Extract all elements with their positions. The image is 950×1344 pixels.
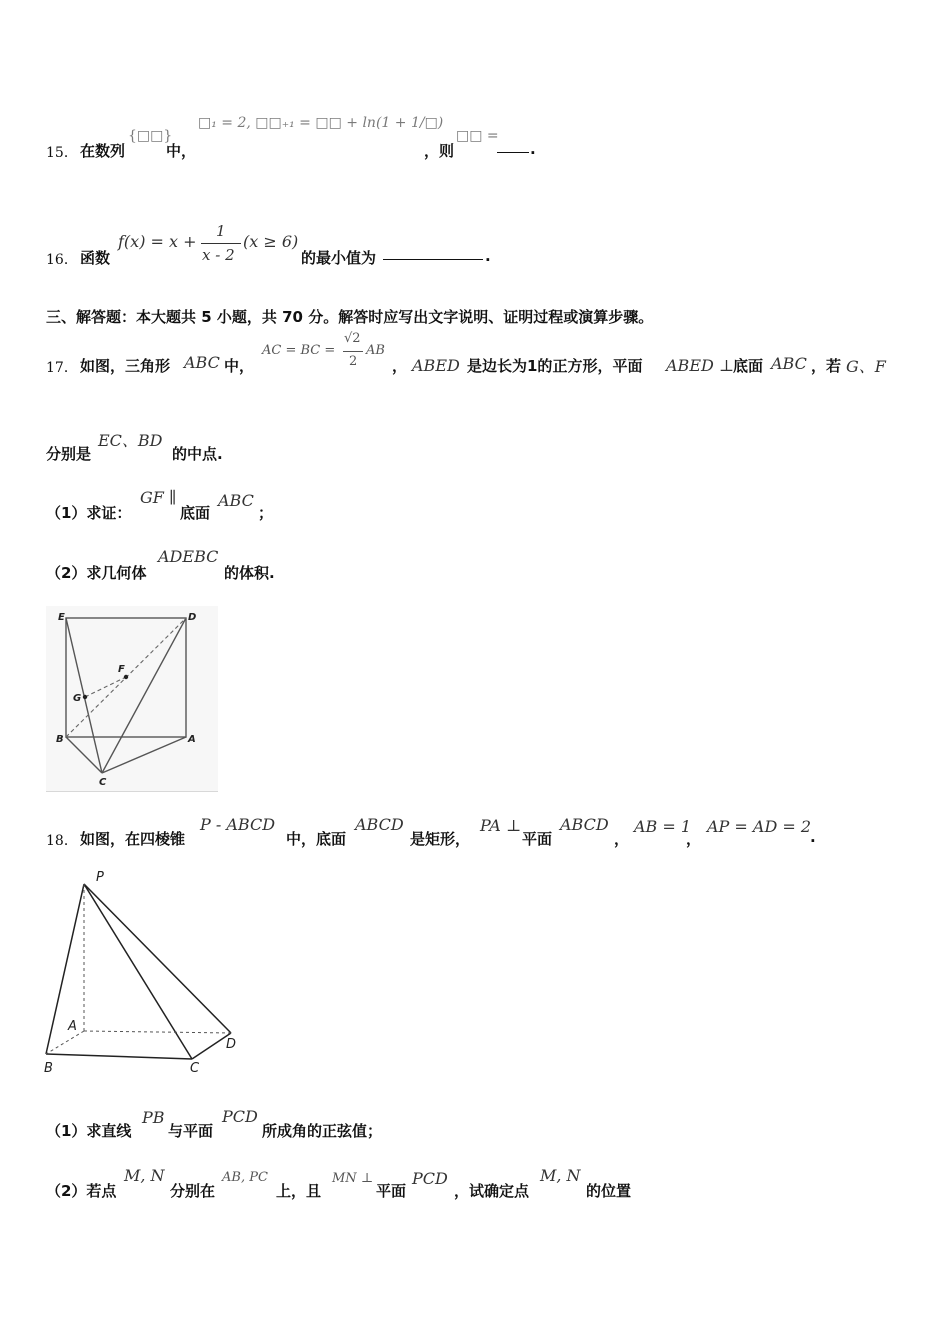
q18-pa-perp: PA ⊥ — [480, 816, 521, 835]
q17-gf-parallel: GF ∥ — [140, 488, 177, 507]
figure-18-pyramid — [36, 864, 250, 1078]
q17-text-5: 底面 — [733, 357, 764, 375]
q18-pabcd: P - ABCD — [200, 815, 276, 834]
q17-abc-2: ABC — [771, 354, 807, 373]
fig17-background — [46, 606, 218, 792]
q17-two: 2 — [349, 354, 358, 369]
q18-pcd-2: PCD — [412, 1169, 448, 1188]
fig18-edge-pd — [84, 884, 231, 1033]
q15-sequence: {□□} — [128, 128, 173, 144]
q17-sqrt2: √2 — [344, 331, 361, 346]
q16-text-a: 函数 — [80, 249, 111, 267]
q15-text-b: 中， — [166, 142, 197, 160]
q18-abcd-1: ABCD — [355, 815, 404, 834]
q15-text-a: 在数列 — [80, 142, 126, 160]
fig18-edge-ab — [46, 1031, 84, 1054]
q17-fraction-bar — [343, 351, 363, 352]
fig18-label-a: A — [68, 1019, 77, 1034]
q18-part1-label: （1）求直线 — [46, 1122, 132, 1140]
q15-ask: □□ = — [456, 128, 499, 144]
q18-mn-1: M, N — [124, 1166, 165, 1185]
fig18-edge-bc — [46, 1054, 192, 1059]
fig17-label-d: D — [188, 612, 197, 623]
q15-end: . — [530, 140, 536, 158]
q16-number: 16． — [46, 252, 78, 268]
q18-abcd-2: ABCD — [560, 815, 609, 834]
q17-abc-1: ABC — [184, 353, 220, 372]
q17-ab: AB — [366, 343, 385, 358]
q18-part2-mid-4: ，试确定点 — [454, 1182, 530, 1200]
fig18-edge-ad — [84, 1031, 231, 1033]
q16-fraction-bar — [201, 243, 241, 244]
q18-text-1: 如图，在四棱锥 — [80, 830, 186, 848]
fig17-label-b: B — [56, 734, 64, 745]
q15-text-c: ，则 — [424, 142, 455, 160]
q18-part1-mid: 与平面 — [168, 1122, 214, 1140]
q16-answer-blank — [383, 247, 483, 260]
fig18-label-p: P — [96, 870, 104, 885]
q17-text-7: 分别是 — [46, 445, 92, 463]
figure-17-prism — [46, 606, 218, 792]
q17-gf: G、F — [846, 357, 886, 376]
q18-pcd-1: PCD — [222, 1107, 258, 1126]
q17-abed-2: ABED ⊥ — [666, 356, 734, 375]
q18-text-4: 平面 — [522, 830, 553, 848]
q16-text-b: 的最小值为 — [301, 249, 377, 267]
q16-end: . — [485, 247, 491, 265]
q17-part2-label: （2）求几何体 — [46, 564, 147, 582]
q17-text-1: 如图，三角形 — [80, 357, 171, 375]
fig18-edge-pb — [46, 884, 84, 1054]
q18-part2-label: （2）若点 — [46, 1182, 117, 1200]
q15-formula: □₁ = 2, □□₊₁ = □□ + ln(1 + 1/□) — [198, 115, 444, 131]
q16-fraction-numerator: 1 — [216, 222, 226, 240]
q17-abc-3: ABC — [218, 491, 254, 510]
fig17-label-a: A — [188, 734, 196, 745]
fig18-edge-pc — [84, 884, 192, 1059]
q16-condition: (x ≥ 6) — [243, 232, 299, 251]
q17-text-8: 的中点. — [172, 445, 223, 463]
q18-part2-mid-3: 平面 — [376, 1182, 407, 1200]
fig18-label-d: D — [226, 1037, 237, 1052]
q17-abed-1: ABED — [412, 356, 460, 375]
q17-text-6: ，若 — [811, 357, 842, 375]
q18-part1-end: 所成角的正弦值； — [262, 1122, 383, 1140]
q17-ec-bd: EC、BD — [98, 431, 163, 450]
q18-part2-mid-1: 分别在 — [170, 1182, 216, 1200]
q15-number: 15． — [46, 145, 78, 161]
q16-function: f(x) = x + — [118, 232, 197, 251]
q17-adebc: ADEBC — [158, 547, 219, 566]
q17-part1-label: （1）求证： — [46, 504, 132, 522]
q17-part1-end: ； — [258, 504, 274, 522]
q18-pb: PB — [142, 1108, 165, 1127]
q15-answer-blank — [497, 140, 529, 153]
fig17-label-g: G — [73, 693, 82, 704]
q17-text-4: 是边长为1的正方形，平面 — [467, 357, 643, 375]
q18-mn-perp: MN ⊥ — [332, 1171, 374, 1186]
q18-ab-pc: AB, PC — [222, 1170, 268, 1185]
fig17-point-g — [83, 695, 87, 699]
q17-part1-mid: 底面 — [180, 504, 211, 522]
q17-part2-end: 的体积. — [224, 564, 275, 582]
fig17-label-f: F — [118, 664, 125, 675]
q17-text-3: ， — [392, 357, 408, 375]
fig17-label-e: E — [58, 612, 65, 623]
q18-part2-end: 的位置 — [586, 1182, 632, 1200]
q18-ab-value: AB = 1 — [634, 817, 692, 836]
q18-part2-mid-2: 上，且 — [276, 1182, 322, 1200]
fig18-label-c: C — [190, 1061, 200, 1076]
fig17-point-f — [124, 675, 128, 679]
q18-ap-ad: AP = AD = 2 — [707, 817, 812, 836]
q18-comma-2: ， — [686, 830, 702, 848]
q18-end: . — [810, 828, 816, 846]
q17-text-2: 中， — [224, 357, 255, 375]
q18-mn-2: M, N — [540, 1166, 581, 1185]
q16-fraction-denominator: x - 2 — [202, 246, 235, 264]
fig18-label-b: B — [44, 1061, 53, 1076]
q18-comma-1: ， — [614, 830, 630, 848]
q18-number: 18． — [46, 833, 78, 849]
section-heading: 三、解答题：本大题共 5 小题，共 70 分。解答时应写出文字说明、证明过程或演算步骤。 — [46, 308, 654, 326]
q18-text-3: 是矩形， — [410, 830, 471, 848]
q17-eq-left: AC = BC = — [262, 343, 336, 358]
q18-text-2: 中，底面 — [286, 830, 347, 848]
fig17-label-c: C — [99, 777, 107, 788]
q17-number: 17． — [46, 360, 78, 376]
